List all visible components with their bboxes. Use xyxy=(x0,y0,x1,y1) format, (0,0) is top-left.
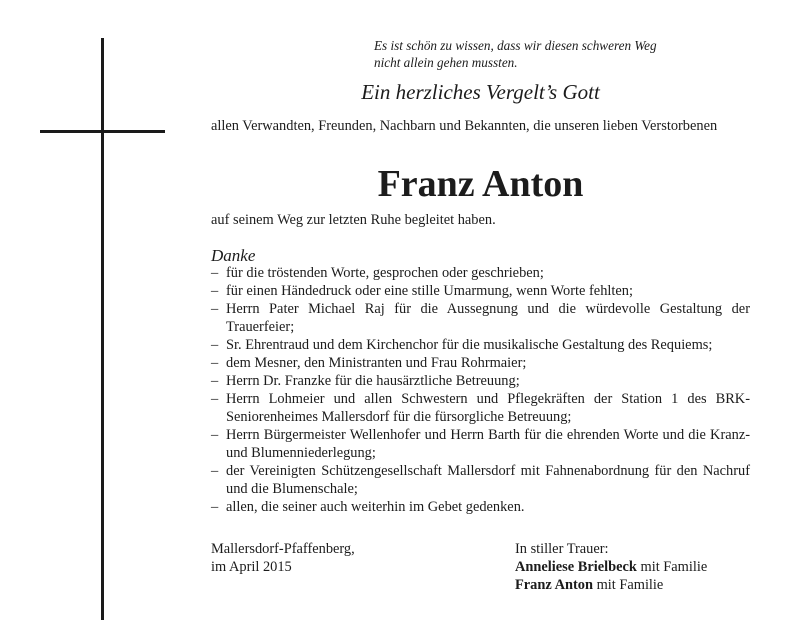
list-item xyxy=(211,264,750,282)
dash-bullet: – xyxy=(211,283,219,299)
thanks-list xyxy=(211,264,750,516)
intro-text: allen Verwandten, Freunden, Nachbarn und Bekannten, die unseren lieben Verstorbenen xyxy=(211,118,718,134)
cross-icon-horizontal-bar xyxy=(40,130,165,133)
escort-text: auf seinem Weg zur letzten Ruhe begleitet haben. xyxy=(211,212,496,228)
mourner xyxy=(515,576,765,594)
dash-bullet: – xyxy=(211,373,219,389)
motto-line: nicht allein gehen mussten. xyxy=(374,55,518,70)
dash-bullet: – xyxy=(211,355,219,371)
dash-bullet: – xyxy=(211,265,219,281)
dash-bullet: – xyxy=(211,499,219,515)
thanks-heading: Ein herzliches Vergelt’s Gott xyxy=(361,80,600,104)
list-item-text: der Vereinigten Schützengesellschaft Mallersdorf mit Fahnenabordnung für den Nachruf und die Blumenschale; xyxy=(226,463,750,497)
mourner-name: Anneliese Brielbeck xyxy=(515,559,637,575)
list-item xyxy=(211,300,750,336)
place-and-date xyxy=(211,540,491,576)
dash-bullet: – xyxy=(211,301,219,317)
deceased-name: Franz Anton xyxy=(377,163,584,205)
place: Mallersdorf-Pfaffenberg, xyxy=(211,541,355,557)
danke-heading: Danke xyxy=(211,246,256,265)
list-item xyxy=(211,498,750,516)
list-item-text: Herrn Pater Michael Raj für die Aussegnung und die würdevolle Gestaltung der Trauerfeier; xyxy=(226,301,750,335)
list-item xyxy=(211,390,750,426)
mourner xyxy=(515,558,765,576)
dash-bullet: – xyxy=(211,463,219,479)
mourner-suffix: mit Familie xyxy=(592,577,664,593)
list-item-text: Herrn Dr. Franzke für die hausärztliche Betreuung; xyxy=(226,373,520,389)
list-item xyxy=(211,282,750,300)
list-item-text: dem Mesner, den Ministranten und Frau Rohrmaier; xyxy=(226,355,527,371)
list-item xyxy=(211,426,750,462)
mourners-block xyxy=(515,540,765,594)
list-item xyxy=(211,372,750,390)
list-item xyxy=(211,462,750,498)
dash-bullet: – xyxy=(211,391,219,407)
dash-bullet: – xyxy=(211,337,219,353)
dash-bullet: – xyxy=(211,427,219,443)
motto xyxy=(374,37,754,71)
date: im April 2015 xyxy=(211,559,292,575)
list-item xyxy=(211,354,750,372)
motto-line: Es ist schön zu wissen, dass wir diesen schweren Weg xyxy=(374,38,657,53)
list-item-text: Sr. Ehrentraud und dem Kirchenchor für die musikalische Gestaltung des Requiems; xyxy=(226,337,713,353)
list-item-text: für die tröstenden Worte, gesprochen oder geschrieben; xyxy=(226,265,544,281)
mourner-suffix: mit Familie xyxy=(636,559,708,575)
list-item-text: Herrn Lohmeier und allen Schwestern und Pflegekräften der Station 1 des BRK-Seniorenheimes Mallersdorf für die fürsorgliche Betreuung; xyxy=(226,391,750,425)
list-item-text: Herrn Bürgermeister Wellenhofer und Herrn Barth für die ehrenden Worte und die Kranz- und Blumenniederlegung; xyxy=(226,427,750,461)
list-item-text: allen, die seiner auch weiterhin im Gebet gedenken. xyxy=(226,499,525,515)
cross-icon-vertical-bar xyxy=(101,38,104,620)
list-item-text: für einen Händedruck oder eine stille Umarmung, wenn Worte fehlten; xyxy=(226,283,633,299)
list-item xyxy=(211,336,750,354)
mourner-name: Franz Anton xyxy=(515,577,593,593)
mourning-label: In stiller Trauer: xyxy=(515,541,609,557)
